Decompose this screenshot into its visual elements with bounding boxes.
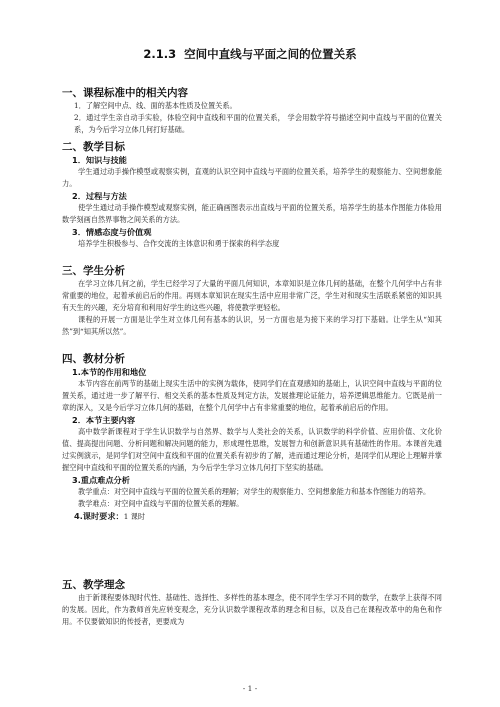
subsection-heading: 1.本节的作用和地位 <box>72 367 147 377</box>
section-teaching-philosophy <box>62 578 442 628</box>
paragraph: 高中数学新课程对于学生认识数学与自然界、数学与人类社会的关系，认识数学的科学价值、应用价值、文化价值、提高提出问题、分析问题和解决问题的能力，形成理性思维，发展智力和创新意识具有基础性的作用。本课首先通过实例演示，是同学们对空间中直线和平面的位置关系有初步的了解，进而通过理论分析，是同学们从理论上理解并掌握空间中直线和平面的位置关系的内涵，为今后学生学习立体几何打下坚实的基础。 <box>62 427 442 472</box>
paragraph: 教学重点：对空间中直线与平面的位置关系的理解；对学生的观察能力、空间想象能力和基本作图能力的培养。 <box>78 487 431 496</box>
section-heading: 三、学生分析 <box>62 265 125 277</box>
paragraph: 教学难点：对空间中直线与平面的位置关系的理解。 <box>78 499 244 508</box>
class-hours-label: 4.课时要求： <box>74 511 124 521</box>
section-textbook-analysis <box>62 352 442 523</box>
section-teaching-goals <box>62 140 442 250</box>
paragraph: 培养学生积极参与、合作交流的主体意识和勇于探索的科学态度 <box>78 239 280 248</box>
paragraph: 课程的开展一方面是让学生对立体几何有基本的认识，另一方面也是为接下来的学习打下基础。让学生从“知其然”到“知其所以然”。 <box>62 315 442 336</box>
section-heading: 五、教学理念 <box>62 579 125 591</box>
section-title: 空间中直线与平面之间的位置关系 <box>184 47 357 61</box>
page-title <box>0 46 500 62</box>
section-heading: 一、课程标准中的相关内容 <box>62 87 188 99</box>
section-number: 2.1.3 <box>143 47 177 61</box>
subsection-heading: 2．过程与方法 <box>72 191 127 201</box>
class-hours-value: 1 课时 <box>123 512 145 521</box>
list-item: 1．了解空间中点、线、面的基本性质及位置关系。 <box>74 101 237 110</box>
page-number: - 1 - <box>242 684 258 693</box>
paragraph: 本节内容在前两节的基础上现实生活中的实例为载体，使同学们在直观感知的基础上，认识空间中直线与平面的位置关系，通过进一步了解平行、相交关系的基本性质及判定方法，发展推理论证能力，培养逻辑思维能力。它既是前一章的深入，又是今后学习立体几何的基础，在整个几何学中占有非常重要的地位，起着承前启后的作用。 <box>62 379 442 412</box>
subsection-heading: 3.重点难点分析 <box>72 475 130 485</box>
paragraph: 由于新课程要体现时代性、基础性、选择性、多样性的基本理念，使不同学生学习不同的数学，在数学上获得不同的发展。因此，作为教师首先应转变观念，充分认识数学课程改革的理念和目标，以及自己在课程改革中的角色和作用。不仅要做知识的传授者，更要成为 <box>62 593 442 626</box>
list-item: 2．通过学生亲自动手实验，体验空间中直线和平面的位置关系， 学会用数学符号描述空间中直线与平面的位置关系，为今后学习立体几何打好基础。 <box>74 113 442 134</box>
section-curriculum-standard <box>62 86 442 136</box>
subsection-heading: 3．情感态度与价值观 <box>72 227 152 237</box>
paragraph: 在学习立体几何之前，学生已经学习了大量的平面几何知识，本章知识是立体几何的基础，在整个几何学中占有非常重要的地位，起着承前启后的作用。再则本章知识在现实生活中应用非常广泛，学生对和现实生活联系紧密的知识具有天生的兴趣，充分培育和利用好学生的这些兴趣，将使教学更轻松。 <box>62 279 442 312</box>
subsection-heading: 2．本节主要内容 <box>72 415 136 425</box>
paragraph: 学生通过动手操作模型或观察实例，直观的认识空间中直线与平面的位置关系，培养学生的观察能力、空间想象能力。 <box>62 167 442 188</box>
section-heading: 二、教学目标 <box>62 141 125 153</box>
subsection-heading: 1．知识与技能 <box>72 155 127 165</box>
section-student-analysis <box>62 264 442 338</box>
class-hours-line <box>62 510 442 523</box>
paragraph: 使学生通过动手操作模型或观察实例，能正确画图表示出直线与平面的位置关系，培养学生的基本作图能力体验用数学刻画自然界事物之间关系的方法。 <box>62 203 442 224</box>
section-heading: 四、教材分析 <box>62 353 125 365</box>
